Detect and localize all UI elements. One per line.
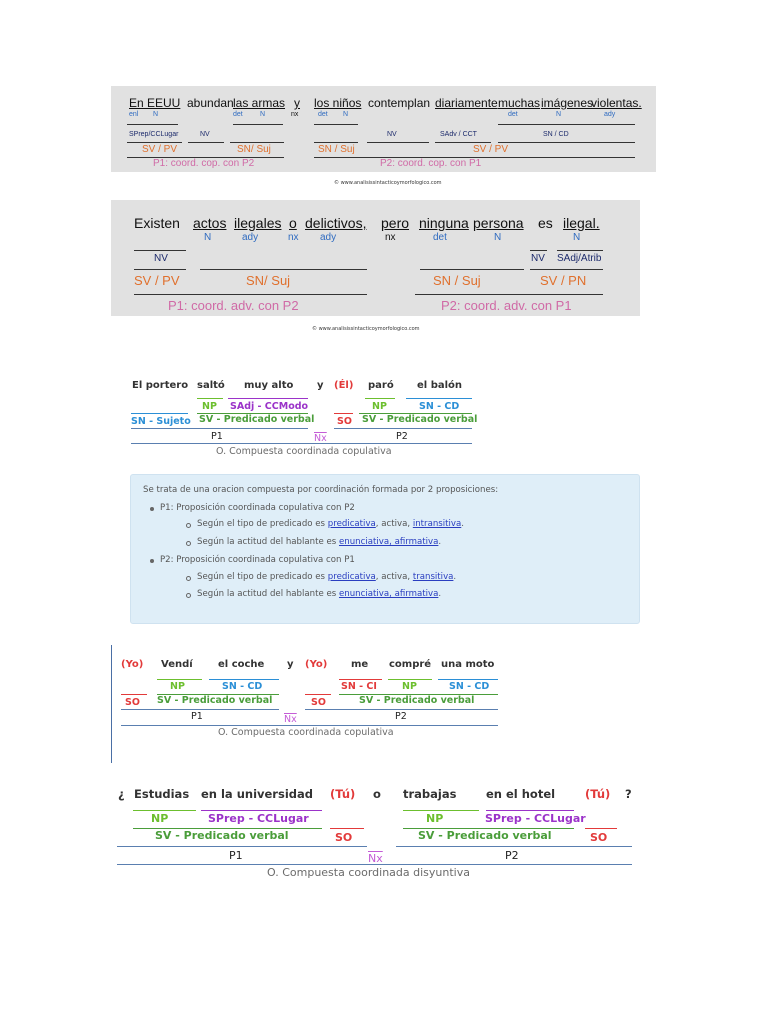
text: . <box>453 572 457 582</box>
phrase-label: SV - Predicado verbal <box>199 414 315 425</box>
proposition-label: P2 <box>505 849 519 862</box>
divider <box>233 124 283 125</box>
morph-tag: N <box>343 111 349 118</box>
morph-tag: N <box>556 111 562 118</box>
word: ilegales <box>234 215 282 231</box>
info-intro: Se trata de una oracion compuesta por coordinación formada por 2 proposiciones: <box>143 485 499 495</box>
divider <box>388 679 432 680</box>
proposition-label: P1: coord. adv. con P2 <box>168 298 299 313</box>
phrase-label: SO <box>337 416 352 427</box>
nexus-label: $\overline{Nx}$ <box>314 433 327 444</box>
phrase-label: SO <box>311 697 326 708</box>
divider <box>228 398 308 399</box>
text: . <box>438 589 442 599</box>
vertical-border <box>111 645 112 763</box>
word: imágenes <box>541 96 594 110</box>
word: Estudias <box>134 787 190 801</box>
word: o <box>373 787 381 801</box>
function-label: SAdj/Atrib <box>557 253 602 264</box>
function-label: NV <box>387 131 397 138</box>
function-label: NV <box>531 253 545 264</box>
morph-tag: enl <box>129 111 139 118</box>
divider <box>188 142 224 143</box>
word: persona <box>473 215 524 231</box>
word: ninguna <box>419 215 469 231</box>
phrase-label: SV / PV <box>134 273 180 288</box>
divider <box>420 269 524 270</box>
morph-tag: N <box>153 111 159 118</box>
function-label: NP <box>151 812 169 825</box>
divider <box>438 679 498 680</box>
text: , activa, <box>375 519 413 529</box>
info-box <box>130 474 640 624</box>
phrase-label: SV / PN <box>540 273 587 288</box>
sub-bullet <box>186 593 191 598</box>
phrase-label: SV / PV <box>473 144 509 155</box>
divider <box>134 294 367 295</box>
word: y <box>287 659 294 670</box>
text: Según el tipo de predicado es <box>197 519 328 529</box>
morph-tag: det <box>233 111 243 118</box>
divider <box>209 679 279 680</box>
divider <box>117 864 632 865</box>
sentence-type-caption: O. Compuesta coordinada copulativa <box>218 727 394 738</box>
divider <box>365 398 395 399</box>
word: una moto <box>441 659 495 670</box>
morph-tag: N <box>260 111 266 118</box>
word: compré <box>389 659 432 670</box>
divider <box>406 398 472 399</box>
info-p1-attitude <box>197 537 441 547</box>
proposition-label: P1 <box>229 849 243 862</box>
proposition-label: P1: coord. cop. con P2 <box>153 158 255 169</box>
proposition-label: P2: coord. cop. con P1 <box>380 158 482 169</box>
link-intransitiva[interactable]: intransitiva <box>412 519 462 529</box>
divider <box>498 142 635 143</box>
divider <box>334 413 353 414</box>
divider <box>131 443 472 444</box>
link-transitiva[interactable]: transitiva <box>412 572 454 582</box>
word: violentas. <box>591 96 642 110</box>
word: delictivos, <box>305 215 367 231</box>
divider <box>117 846 367 847</box>
divider <box>133 810 196 811</box>
phrase-label: SN/ Suj <box>237 144 271 155</box>
phrase-label: SV - Predicado verbal <box>155 829 289 842</box>
word: me <box>351 659 369 670</box>
word: (Yo) <box>121 659 144 670</box>
divider <box>486 810 574 811</box>
divider <box>334 428 472 429</box>
function-label: SN - CI <box>341 681 377 692</box>
word: y <box>294 96 300 110</box>
morph-tag: ady <box>242 232 259 243</box>
info-p2-attitude <box>197 589 441 599</box>
word: muchas <box>498 96 541 110</box>
word: El portero <box>132 380 189 391</box>
function-label: SPrep - CCLugar <box>485 812 586 825</box>
word: es <box>538 215 553 231</box>
word: (Tú) <box>585 787 611 801</box>
proposition-label: P2 <box>395 711 407 722</box>
word: los niños <box>314 96 362 110</box>
function-label: NP <box>170 681 185 692</box>
function-label: SPrep - CCLugar <box>208 812 309 825</box>
phrase-label: SN/ Suj <box>246 273 291 288</box>
phrase-label: SV - Predicado verbal <box>418 829 552 842</box>
word: pero <box>381 215 410 231</box>
divider <box>134 269 186 270</box>
divider <box>230 142 284 143</box>
function-label: SAdj - CCModo <box>230 401 309 412</box>
divider <box>339 679 382 680</box>
word: (Tú) <box>330 787 356 801</box>
nexus-label: $\overline{Nx}$ <box>284 714 297 725</box>
phrase-label: SV - Predicado verbal <box>157 695 273 706</box>
phrase-label: SV / PV <box>142 144 178 155</box>
divider <box>396 846 632 847</box>
divider <box>415 294 603 295</box>
divider <box>121 694 147 695</box>
proposition-label: P1 <box>191 711 203 722</box>
word: y <box>317 380 324 391</box>
phrase-label: SN - Sujeto <box>131 416 191 427</box>
divider <box>498 124 635 125</box>
sub-bullet <box>186 576 191 581</box>
sentence-type-caption: O. Compuesta coordinada disyuntiva <box>267 866 470 879</box>
word: ilegal. <box>563 215 600 231</box>
nexus-label: $\overline{Nx}$ <box>368 852 383 865</box>
word: (Yo) <box>305 659 328 670</box>
word: (Él) <box>334 380 354 391</box>
morph-tag: N <box>494 232 502 243</box>
info-p2-predicate <box>197 572 456 582</box>
divider <box>314 124 358 125</box>
word: abundan <box>187 96 234 110</box>
divider <box>305 694 331 695</box>
word: el coche <box>218 659 265 670</box>
divider <box>330 828 364 829</box>
divider <box>157 679 202 680</box>
copyright-credit: © www.analisissintacticoymorfologico.com <box>312 326 420 332</box>
phrase-label: SV - Predicado verbal <box>359 695 475 706</box>
morph-tag: ady <box>320 232 337 243</box>
bullet <box>150 559 154 563</box>
divider <box>557 250 603 251</box>
morph-tag: N <box>573 232 581 243</box>
text: . <box>461 519 464 529</box>
divider <box>121 725 498 726</box>
bullet <box>150 507 154 511</box>
proposition-label: P2: coord. adv. con P1 <box>441 298 572 313</box>
info-p2-title: P2: Proposición coordinada copulativa con P1 <box>160 555 355 565</box>
function-label: NP <box>402 681 417 692</box>
function-label: SN - CD <box>419 401 460 412</box>
word: contemplan <box>368 96 431 110</box>
word: trabajas <box>403 787 457 801</box>
function-label: NP <box>372 401 387 412</box>
word: actos <box>193 215 227 231</box>
sentence-type-caption: O. Compuesta coordinada copulativa <box>216 446 392 457</box>
divider <box>200 269 367 270</box>
proposition-label: P2 <box>396 431 408 442</box>
word: el balón <box>417 380 463 391</box>
word: Existen <box>134 215 180 231</box>
text: Según el tipo de predicado es <box>197 572 328 582</box>
word: saltó <box>197 380 225 391</box>
function-label: NP <box>202 401 217 412</box>
divider <box>530 269 603 270</box>
divider <box>403 810 479 811</box>
word: las armas <box>233 96 286 110</box>
phrase-label: SN / Suj <box>318 144 355 155</box>
text: Según la actitud del hablante es <box>197 589 339 599</box>
function-label: SN / CD <box>543 131 569 138</box>
function-label: SN - CD <box>449 681 490 692</box>
link-enunciativa-afirmativa[interactable]: enunciativa, afirmativa <box>338 589 439 599</box>
divider <box>305 709 498 710</box>
morph-tag: nx <box>288 232 299 243</box>
phrase-label: SV - Predicado verbal <box>362 414 478 425</box>
divider <box>134 250 186 251</box>
divider <box>367 142 429 143</box>
phrase-label: SO <box>125 697 140 708</box>
word: ¿ <box>118 787 125 801</box>
word: o <box>289 215 297 231</box>
phrase-label: SN / Suj <box>433 273 481 288</box>
function-label: NP <box>426 812 444 825</box>
word: ? <box>625 787 632 801</box>
text: Según la actitud del hablante es <box>197 537 339 547</box>
function-label: NV <box>154 253 168 264</box>
function-label: SPrep/CCLugar <box>129 131 179 138</box>
divider <box>121 709 279 710</box>
info-p1-predicate <box>197 519 464 529</box>
morph-tag: ady <box>604 111 616 118</box>
morph-tag: det <box>433 232 447 243</box>
phrase-label: SO <box>590 831 608 844</box>
divider <box>201 810 322 811</box>
info-p1-title: P1: Proposición coordinada copulativa con P2 <box>160 503 355 513</box>
phrase-label: SO <box>335 831 353 844</box>
function-label: SN - CD <box>222 681 263 692</box>
divider <box>197 398 223 399</box>
word: diariamente <box>435 96 498 110</box>
function-label: NV <box>200 131 210 138</box>
copyright-credit: © www.analisissintacticoymorfologico.com <box>334 180 442 186</box>
word: En EEUU <box>129 96 181 110</box>
link-enunciativa-afirmativa[interactable]: enunciativa, afirmativa <box>338 537 439 547</box>
text: , activa, <box>375 572 413 582</box>
morph-tag: nx <box>291 111 299 118</box>
divider <box>127 124 178 125</box>
morph-tag: det <box>318 111 328 118</box>
word: en el hotel <box>486 787 556 801</box>
word: muy alto <box>244 380 294 391</box>
sub-bullet <box>186 523 191 528</box>
morph-tag: nx <box>385 232 396 243</box>
proposition-label: P1 <box>211 431 223 442</box>
word: paró <box>368 380 394 391</box>
morph-tag: det <box>508 111 518 118</box>
divider <box>127 142 182 143</box>
link-predicativa[interactable]: predicativa <box>327 519 376 529</box>
word: en la universidad <box>201 787 313 801</box>
divider <box>131 413 188 414</box>
sub-bullet <box>186 541 191 546</box>
divider <box>530 250 547 251</box>
morph-tag: N <box>204 232 212 243</box>
link-predicativa[interactable]: predicativa <box>327 572 376 582</box>
text: . <box>438 537 442 547</box>
function-label: SAdv / CCT <box>440 131 477 138</box>
divider <box>585 828 617 829</box>
word: Vendí <box>161 659 193 670</box>
divider <box>314 142 358 143</box>
divider <box>131 428 308 429</box>
divider <box>435 142 491 143</box>
